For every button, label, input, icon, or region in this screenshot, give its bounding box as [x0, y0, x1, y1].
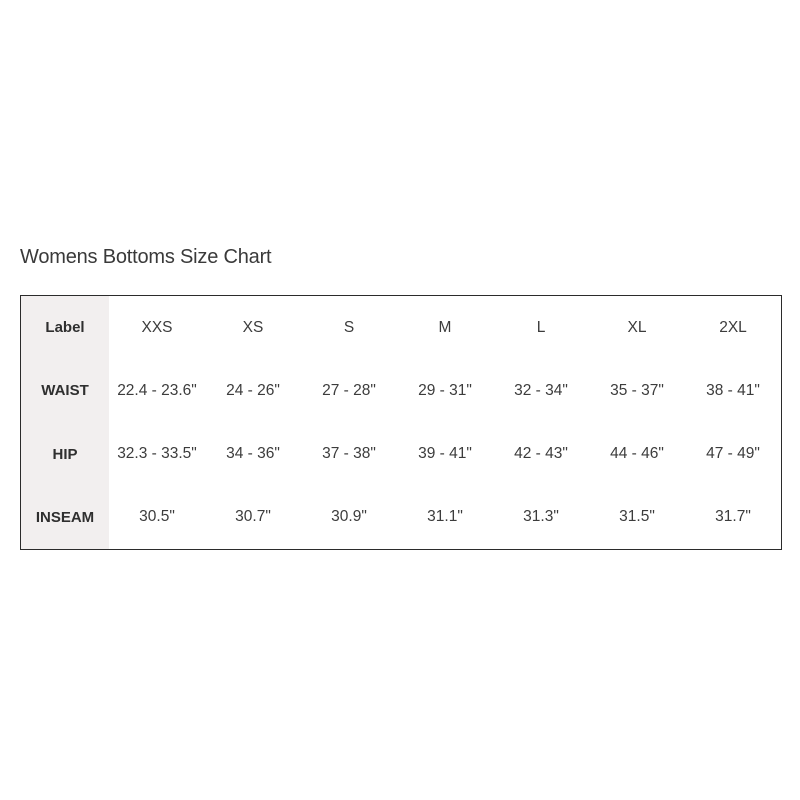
waist-cell-m: 29 - 31" — [418, 381, 472, 399]
header-cell-l: L — [536, 318, 546, 336]
row-label-inseam: INSEAM — [21, 486, 109, 549]
inseam-cell-xs: 30.7" — [235, 508, 271, 526]
hip-cell-xs: 34 - 36" — [226, 445, 280, 463]
hip-cell-2xl: 47 - 49" — [706, 445, 760, 463]
row-label-hip: HIP — [21, 423, 109, 486]
hip-cell-xl: 44 - 46" — [610, 445, 664, 463]
header-cell-xxs: XXS — [141, 318, 173, 336]
row-label-waist: WAIST — [21, 359, 109, 422]
inseam-cell-m: 31.1" — [427, 508, 463, 526]
header-cell-2xl: 2XL — [719, 318, 747, 336]
hip-cell-xxs: 32.3 - 33.5" — [117, 445, 197, 463]
hip-cell-l: 42 - 43" — [514, 445, 568, 463]
inseam-cell-xl: 31.5" — [619, 508, 655, 526]
inseam-cell-s: 30.9" — [331, 508, 367, 526]
inseam-cell-xxs: 30.5" — [139, 508, 175, 526]
inseam-cell-l: 31.3" — [523, 508, 559, 526]
header-cell-m: M — [438, 318, 452, 336]
waist-cell-xxs: 22.4 - 23.6" — [117, 381, 197, 399]
header-cell-xs: XS — [242, 318, 264, 336]
header-cell-s: S — [343, 318, 355, 336]
waist-cell-xl: 35 - 37" — [610, 381, 664, 399]
hip-cell-m: 39 - 41" — [418, 445, 472, 463]
waist-cell-xs: 24 - 26" — [226, 381, 280, 399]
header-cell-xl: XL — [627, 318, 647, 336]
size-chart-table — [20, 295, 782, 550]
waist-cell-s: 27 - 28" — [322, 381, 376, 399]
waist-cell-2xl: 38 - 41" — [706, 381, 760, 399]
waist-cell-l: 32 - 34" — [514, 381, 568, 399]
row-label-header: Label — [21, 296, 109, 359]
page-title: Womens Bottoms Size Chart — [20, 246, 272, 268]
hip-cell-s: 37 - 38" — [322, 445, 376, 463]
inseam-cell-2xl: 31.7" — [715, 508, 751, 526]
